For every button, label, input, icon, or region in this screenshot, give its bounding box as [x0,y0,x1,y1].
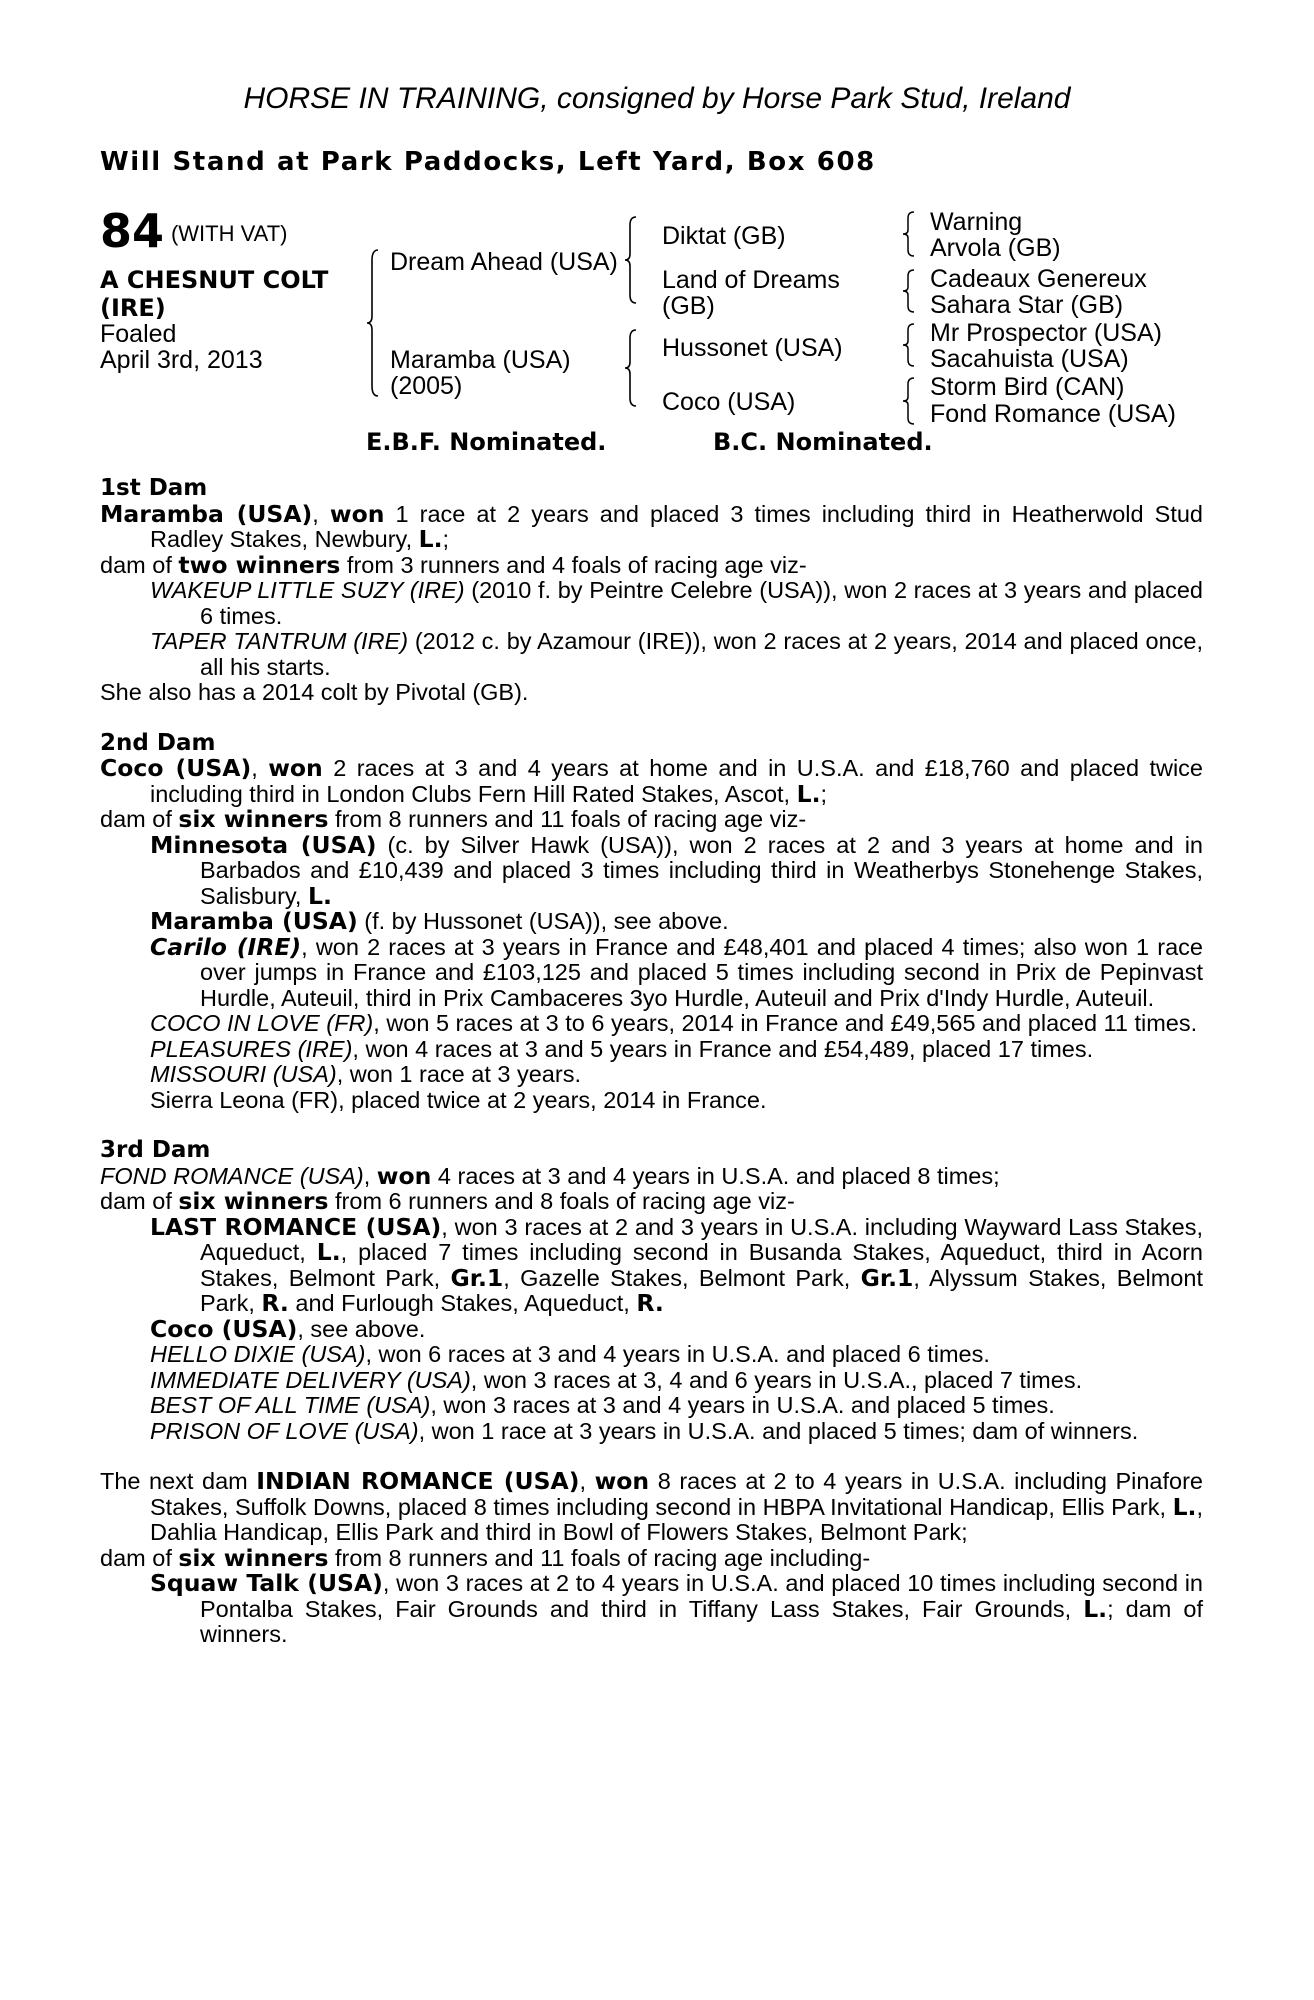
pedigree-dam-sire: Hussonet (USA) [662,334,843,362]
pedigree-gen3-4: Sahara Star (GB) [930,291,1124,319]
first-dam-title: 1st Dam [100,475,208,501]
pedigree-brace-land-of-dreams [902,268,916,314]
vat-note: (WITH VAT) [170,221,288,246]
pedigree-gen3-5: Mr Prospector (USA) [930,319,1162,347]
pedigree-brace-sire [624,215,638,305]
second-dam-foal-3: Carilo (IRE), won 2 races at 3 years in France and £48,401 and placed 4 times; also won 1 race over jumps in France and £103,125 and placed 5 times including second in Prix de Pepinvast Hurdle, Auteuil, third in Prix Cambaceres 3yo Hurdle, Auteuil and Prix d'Indy Hurdle, Auteuil. [150,932,1203,1011]
second-dam-foal-1: Minnesota (USA) (c. by Silver Hawk (USA)), won 2 races at 2 and 3 years at home and in Barbados and £10,439 and placed 3 times including third in Weatherbys Stonehenge Stakes, Salisbury, L. [150,830,1203,910]
produce-record [100,476,1203,1648]
pedigree-gen3-2: Arvola (GB) [930,234,1061,262]
pedigree-gen3-1: Warning [930,208,1023,236]
second-dam-foal-4: COCO IN LOVE (FR), won 5 races at 3 to 6 years, 2014 in France and £49,565 and placed 11 times. [150,1010,1198,1036]
pedigree-dam-year: (2005) [390,372,463,400]
third-dam-foal-4: IMMEDIATE DELIVERY (USA), won 3 races at 3, 4 and 6 years in U.S.A., placed 7 times. [150,1366,1083,1393]
pedigree-gen3-6: Sacahuista (USA) [930,345,1129,373]
second-dam-title: 2nd Dam [100,729,216,756]
first-dam-note: She also has a 2014 colt by Pivotal (GB). [100,679,529,705]
foaled-date: April 3rd, 2013 [100,346,263,374]
lot-description-country: (IRE) [100,294,166,322]
second-dam-summary: Coco (USA), won 2 races at 3 and 4 years at home and in U.S.A. and £18,760 and placed twice including third in London Clubs Fern Hill Rated Stakes, Ascot, L.; [100,754,1204,808]
pedigree-sire-dam: Land of Dreams [662,266,840,294]
pedigree-sire: Dream Ahead (USA) [390,248,618,276]
pedigree-dam-dam: Coco (USA) [662,388,796,416]
pedigree-brace-dam [624,328,638,408]
first-dam-foal-1: WAKEUP LITTLE SUZY (IRE) (2010 f. by Peintre Celebre (USA)), won 2 races at 3 years and placed 6 times. [150,577,1203,629]
third-dam-foal-3: HELLO DIXIE (USA), won 6 races at 3 and 4 years in U.S.A. and placed 6 times. [150,1341,990,1367]
next-dam-produce: dam of six winners from 8 runners and 11 foals of racing age including- [100,1543,871,1572]
second-dam-foal-2: Maramba (USA) (f. by Hussonet (USA)), see above. [150,907,729,935]
second-dam-produce: dam of six winners from 8 runners and 11 foals of racing age viz- [100,805,807,833]
pedigree-gen3-8: Fond Romance (USA) [930,400,1176,428]
third-dam-foal-1: LAST ROMANCE (USA), won 3 races at 2 and 3 years in U.S.A. including Wayward Lass Stakes, Aqueduct, L., placed 7 times including second in Busanda Stakes, Aqueduct, third in Acorn Stakes, Belmont Park, Gr.1, Gazelle Stakes, Belmont Park, Gr.1, Alyssum Stakes, Belmont Park, R. and Furlough Stakes, Aqueduct, R. [150,1212,1204,1317]
lot-description: A CHESNUT COLT [100,266,329,294]
pedigree-brace-gen1 [366,248,380,398]
third-dam-foal-5: BEST OF ALL TIME (USA), won 3 races at 3 and 4 years in U.S.A. and placed 5 times. [150,1392,1055,1418]
third-dam-produce: dam of six winners from 6 runners and 8 foals of racing age viz- [100,1187,795,1215]
third-dam-title: 3rd Dam [100,1137,211,1163]
ebf-nominated: E.B.F. Nominated. [366,428,607,456]
pedigree-brace-diktat [902,210,916,258]
pedigree-brace-coco [902,376,916,426]
first-dam-foal-2: TAPER TANTRUM (IRE) (2012 c. by Azamour (IRE)), won 2 races at 2 years, 2014 and placed once, all his starts. [150,628,1203,680]
consignor-header: HORSE IN TRAINING, consigned by Horse Park Stud, Ireland [243,82,1071,115]
lot-number-line [100,206,287,264]
third-dam-summary: FOND ROMANCE (USA), won 4 races at 3 and 4 years in U.S.A. and placed 8 times; [100,1161,1000,1190]
pedigree-dam: Maramba (USA) [390,346,571,374]
pedigree-sire-dam-country: (GB) [662,292,715,320]
second-dam-foal-5: PLEASURES (IRE), won 4 races at 3 and 5 years in France and £54,489, placed 17 times. [150,1035,1094,1062]
second-dam-foal-6: MISSOURI (USA), won 1 race at 3 years. [150,1061,581,1087]
lot-number: 84 [100,204,165,258]
bc-nominated: B.C. Nominated. [713,428,933,456]
next-dam-foal-1: Squaw Talk (USA), won 3 races at 2 to 4 years in U.S.A. and placed 10 times including second in Pontalba Stakes, Fair Grounds and third in Tiffany Lass Stakes, Fair Grounds, L.; dam of winners. [150,1569,1203,1647]
first-dam-produce: dam of two winners from 3 runners and 4 foals of racing age viz- [100,550,807,579]
stabling-line: Will Stand at Park Paddocks, Left Yard, Box 608 [100,147,876,177]
second-dam-foal-7: Sierra Leona (FR), placed twice at 2 years, 2014 in France. [150,1086,767,1113]
pedigree-sire-sire: Diktat (GB) [662,222,786,250]
third-dam-foal-2: Coco (USA), see above. [150,1314,426,1343]
pedigree-brace-hussonet [902,322,916,368]
pedigree-gen3-7: Storm Bird (CAN) [930,373,1125,401]
next-dam-summary: The next dam INDIAN ROMANCE (USA), won 8 races at 2 to 4 years in U.S.A. including Pinafore Stakes, Suffolk Downs, placed 8 times including second in HBPA Invitational Handicap, Ellis Park, L., Dahlia Handicap, Ellis Park and third in Bowl of Flowers Stakes, Belmont Park; [100,1467,1203,1545]
third-dam-foal-6: PRISON OF LOVE (USA), won 1 race at 3 years in U.S.A. and placed 5 times; dam of winners. [150,1417,1139,1444]
foaled-label: Foaled [100,320,177,348]
pedigree-gen3-3: Cadeaux Genereux [930,265,1147,293]
first-dam-summary: Maramba (USA), won 1 race at 2 years and placed 3 times including third in Heatherwold Stud Radley Stakes, Newbury, L.; [100,499,1203,553]
